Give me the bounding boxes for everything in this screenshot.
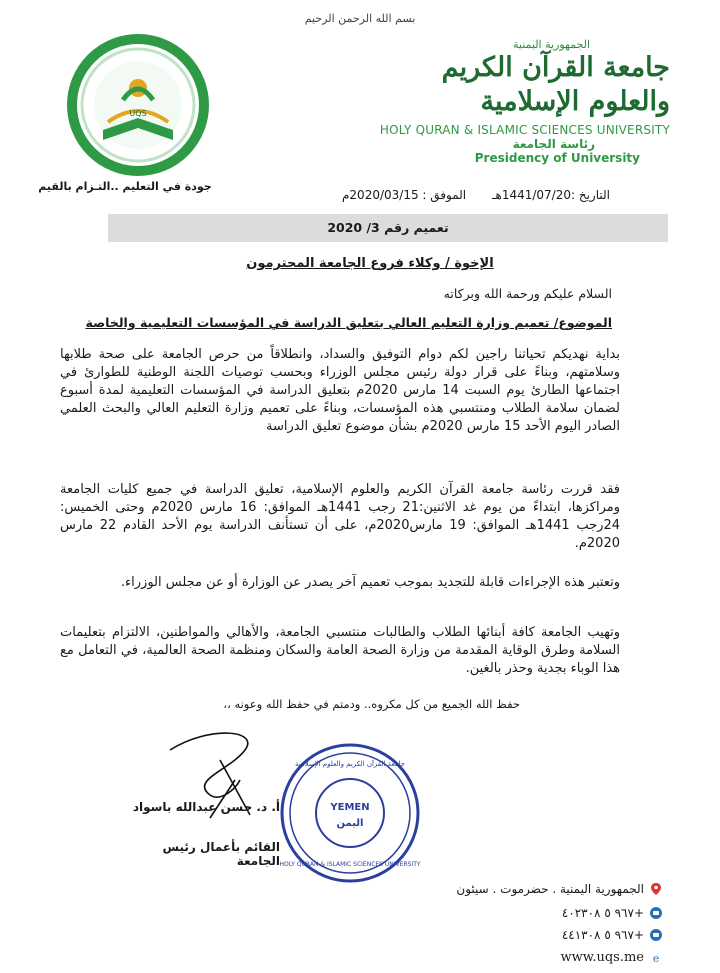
circular-number: تعميم رقم 3/ 2020 xyxy=(108,214,668,242)
body-paragraph-1: بداية نهديكم تحياتنا راجين لكم دوام التوفيق والسداد، وانطلاقاً من حرص الجامعة على صحة طلابها وسلامتهم، وبناءً على قرار دولة رئيس مجلس الوزراء وبحسب توصيات اللجنة الوطنية للطوارئ في اجتماعها الطارئ يوم السبت 14 مارس 2020م بتعليق الدراسة في المؤسسات التعليمية لمدة أسبوع لضمان سلامة الطلاب ومنتسبي هذه المؤسسات، وبناءً على تعميم وزارة التعليم العالي والبحث العلمي الصادر اليوم الأحد 15 مارس 2020م بشأن موضوع تعليق الدراسة xyxy=(60,347,620,434)
phone-icon xyxy=(650,907,662,919)
web-icon xyxy=(650,952,662,964)
body-paragraph-4: وتهيب الجامعة كافة أبنائها الطلاب والطالبات منتسبي الجامعة، والأهالي والمواطنين، الالتزام بتعليمات السلامة وطرق الوقاية المقدمة من وزارة الصحة العامة والسكان ومنظمة الصحة العالمية، في التعامل مع هذا الوباء بجدية وحذر بالغين. xyxy=(60,625,620,676)
presidency-ar: رئاسة الجامعة xyxy=(512,137,595,151)
footer-website xyxy=(561,950,663,965)
svg-text:UQS: UQS xyxy=(129,109,147,118)
university-name-en: HOLY QURAN & ISLAMIC SCIENCES UNIVERSITY xyxy=(379,123,670,137)
svg-text:HOLY QURAN & ISLAMIC SCIENCES: HOLY QURAN & ISLAMIC SCIENCES UNIVERSITY xyxy=(279,861,421,868)
university-name-ar: جامعة القرآن الكريم والعلوم الإسلامية xyxy=(441,52,670,117)
phone-1-text: +٩٦٧ ٥ ٤٠٢٣٠٨ xyxy=(561,906,644,920)
greeting: السلام عليكم ورحمة الله وبركاته xyxy=(443,286,612,301)
presidency-en: Presidency of University xyxy=(474,151,640,165)
location-pin-icon xyxy=(650,883,662,895)
website-text: www.uqs.me xyxy=(560,950,644,965)
body-paragraph-2: فقد قررت رئاسة جامعة القرآن الكريم والعلوم الإسلامية، تعليق الدراسة في جميع كليات الجامعة ومراكزها، ابتداءً من يوم غد الاثنين:21 رجب 1441هـ الموافق: 16 مارس 2020م وحتى الخميس: 24رجب 1441هـ الموافق: 19 مارس2020م، على أن تستأنف الدراسة يوم الأحد القادم 22 مارس 2020م. xyxy=(60,482,621,551)
footer-phone-2 xyxy=(562,928,662,942)
university-emblem-logo xyxy=(48,30,228,180)
svg-text:جامعة القرآن الكريم والعلوم ال: جامعة القرآن الكريم والعلوم الإسلامية xyxy=(295,760,405,768)
dateline xyxy=(320,188,610,202)
university-motto: جودة في التعليم ..التـزام بالقيم xyxy=(38,180,212,193)
svg-text:e: e xyxy=(652,951,660,964)
basmala: بسم الله الرحمن الرحيم xyxy=(304,12,416,25)
hijri-date: التاريخ :1441/07/20هـ xyxy=(491,188,610,202)
address-text: الجمهورية اليمنية . حضرموت . سيئون xyxy=(456,882,644,896)
footer-address xyxy=(456,882,662,896)
signatory-title: القائم بأعمال رئيس الجامعة xyxy=(162,840,280,868)
svg-text:اليمن: اليمن xyxy=(336,818,364,829)
phone-2-text: +٩٦٧ ٥ ٤٤١٣٠٨ xyxy=(561,928,644,942)
svg-text:YEMEN: YEMEN xyxy=(330,802,370,813)
country-name: الجمهورية اليمنية xyxy=(512,38,590,51)
signatory-name: أ. د. حسن عبدالله باسواد xyxy=(132,800,280,814)
subject-line: الموضوع/ تعميم وزارة التعليم العالي بتعليق الدراسة في المؤسسات التعليمية والخاصة xyxy=(85,315,612,330)
closing-line: حفظ الله الجميع من كل مكروه.. ودمتم في حفظ الله وعونه ،، xyxy=(223,697,520,711)
official-stamp xyxy=(275,738,425,888)
body-paragraph-3: وتعتبر هذه الإجراءات قابلة للتجديد بموجب تعميم آخر يصدر عن الوزارة أو عن مجلس الوزراء. xyxy=(120,575,620,590)
footer-phone-1 xyxy=(562,906,662,920)
gregorian-date: الموفق : 2020/03/15م xyxy=(341,188,467,202)
letterhead xyxy=(360,38,670,168)
fax-icon xyxy=(650,929,662,941)
addressee: الإخوة / وكلاء فروع الجامعة المحترمون xyxy=(246,256,494,271)
